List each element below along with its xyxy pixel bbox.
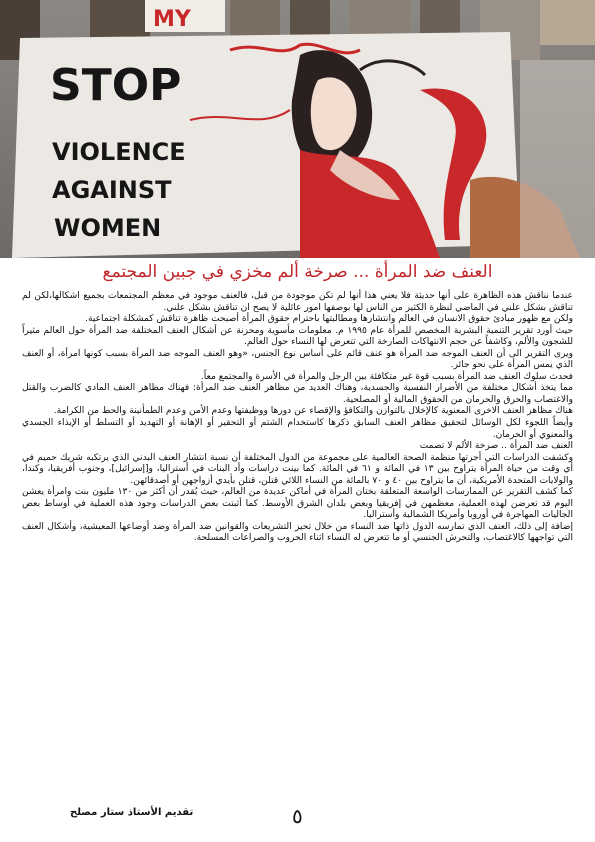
paragraph: ويرى التقرير الى أن العنف الموجه ضد المرأة هو عنف قائم على أساس نوع الجنس، «وهو العنف الموجه ضد المرأة بسبب كونها امرأة، أو العنف الذي يمس المرأة على نحو جائر. (22, 348, 573, 371)
sign-line-stop: STOP (50, 60, 182, 111)
paragraph: وأيضاً اللجوء لكل الوسائل لتحقيق مظاهر العنف السابق ذكرها كاستخدام الشتم أو التحقير أو الإهانة أو التهديد أو التسلط أو الإيذاء الجسدي والمعنوي أو الحرمان. (22, 418, 573, 440)
paragraph: ولكن مع ظهور مبادئ حقوق الانسان في العالم وانتشارها ومطالبتها باحترام حقوق المرأة أصبحت ظاهرة تناقش كمشكلة اجتماعية. (85, 314, 573, 325)
my-sign (145, 0, 225, 32)
sign-line-women: WOMEN (54, 214, 162, 242)
stop-violence-sign (12, 32, 520, 258)
paragraph: هناك مظاهر العنف الاخرى المعنوية كالإخلال بالتوازن والتكافؤ والإقصاء عن دورها ووظيفتها وعدم الأمن وعدم الطمأنينة والحط من الكرامة. (53, 406, 573, 417)
my-sign-text: MY (153, 7, 191, 32)
paragraph: مما يتخذ أشكال مختلفة من الأضرار النفسية والجسدية، وهناك العديد من مظاهر العنف ضد المرأة: فهناك مظاهر العنف المادي كالضرب والقتل والاغتصاب والحرق والحرمان من الحقوق المالية أو المصلحية. (22, 383, 573, 405)
paragraph: حيث أورد تقرير التنمية البشرية المخصص للمرأة عام ١٩٩٥ م. معلومات مأسوية ومحزنة عن أشكال العنف المختلفة ضد المرأة حول العالم مثيراً للشجون والألم، وكاشفاً عن حجم الانتهاكات الصارخة التي تتعرض لها النساء حول العالم. (22, 325, 574, 348)
sign-line-violence: VIOLENCE (52, 138, 186, 166)
paragraph: فحدث سلوك العنف ضد المرأة بسبب قوة غير متكافئة بين الرجل والمرأة في الأسرة والمجتمع معاً. (200, 371, 573, 382)
paragraph: وكشفت الدراسات التي أجرتها منظمة الصحة العالمية على مجموعة من الدول المختلفة أن نسبة انتشار العنف البدني الذي يرتكبه شريك حميم في أي وقت من حياة المرأة يتراوح بين ١٣ في المائة و ٦١ في المائة. كما بينت دراسات وأد البنات في أستراليا، و[إسرائيل]، وجنوب أفريقيا، وكندا، والولايات المتحدة الأمريكية، أن ما يتراوح بين ٤٠ و ٧٠ بالمائة من النساء اللائي قتلن، قتلن بأيدي أزواجهن أو أصدقائهن. (22, 452, 573, 486)
article-body (22, 291, 573, 545)
article-title: العنف ضد المرأة ... صرخة ألم مخزي في جبين المجتمع (102, 262, 493, 282)
page-number: ٥ (292, 804, 303, 828)
paragraph: كما كشف التقرير عن الممارسات الواسعة المتعلقة بختان المرأة في أماكن عديدة من العالم، حيث يُقدر أن أكثر من ١٣٠ مليون بنت وامرأة يعشن اليوم قد تعرضن لهذه العملية، معظمهن في إفريقيا وبعض بلدان الشرق الأوسط. كما أثبتت بعض الدراسات وجود هذه العملية في أوساط بعض الجاليات المهاجرة في أوروبا وأمريكا الشمالية وأستراليا. (22, 487, 573, 521)
author-credit: تقديم الأستاذ ستار مصلح (70, 807, 194, 818)
paragraph: عندما نناقش هذه الظاهرة على أنها حديثة فلا يعني هذا أنها لم تكن موجودة من قبل، فالعنف موجود في معظم المجتمعات بجميع اشكالها،لكن لم تناقش بشكل علني في الماضي لنظرة الكثير من الناس لها بوصفها امور عائلية لا يصح ان تناقش بشكل علني. (22, 291, 573, 313)
header-photo (0, 0, 595, 258)
section-subheading: العنف ضد المرأة .. صرخة الألم لا تصمت (419, 441, 573, 452)
sign-line-against: AGAINST (52, 176, 172, 204)
paragraph: إضافة إلى ذلك، العنف الذي تمارسه الدول ذاتها ضد النساء من خلال تحيز التشريعات والقوانين ضد المرأة وضد أوضاعها المعيشية، وأشكال العنف التي تواجهها كالاغتصاب، والتحرش الجنسي أو ما تتعرض له النساء اثناء الحروب والصراعات المسلحة. (22, 521, 573, 544)
